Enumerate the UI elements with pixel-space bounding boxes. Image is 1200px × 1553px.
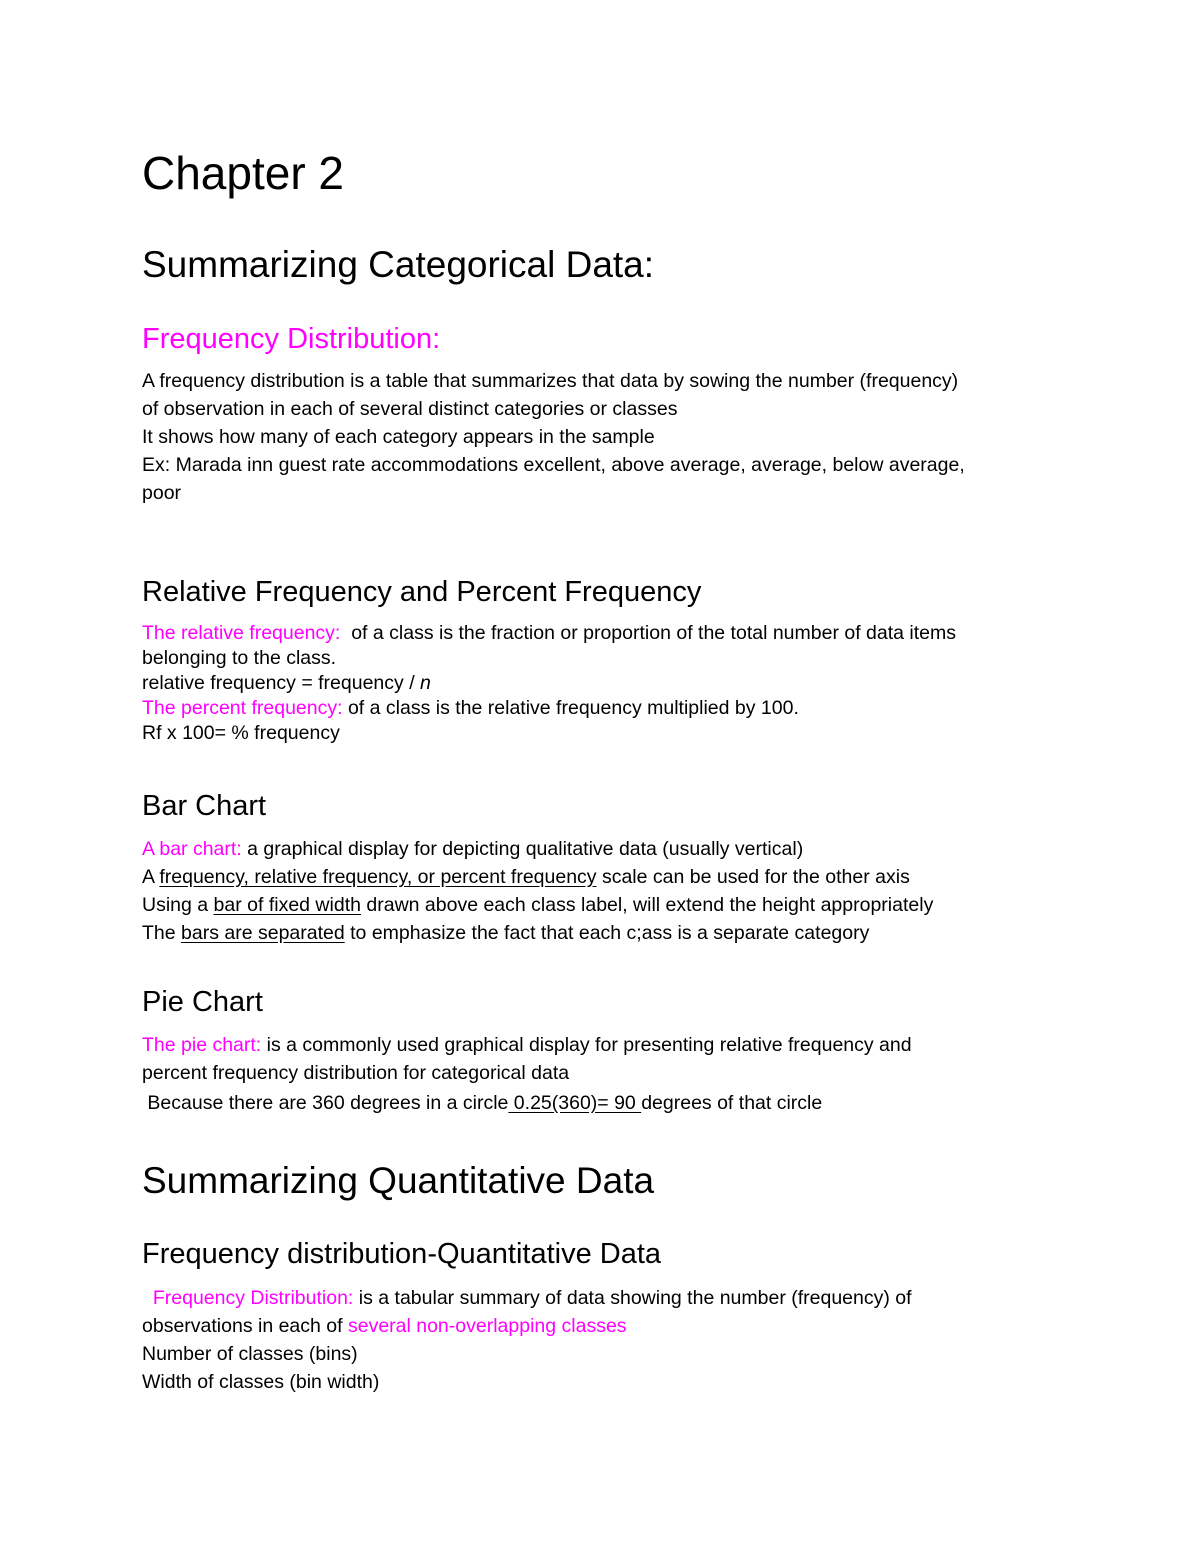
pf-formula: Rf x 100= % frequency [142,722,340,744]
relative-frequency-heading: Relative Frequency and Percent Frequency [142,576,702,608]
bar-line-2-a: A [142,866,160,888]
pf-term: The percent frequency: [142,697,343,719]
fdq-line-2-a: observations in each of [142,1315,348,1337]
fd-line-2: of observation in each of several distinct categories or classes [142,398,678,420]
frequency-distribution-heading: Frequency Distribution: [142,323,441,355]
pie-chart-heading: Pie Chart [142,986,263,1018]
rf-term: The relative frequency: [142,622,341,644]
bar-line-2 [142,863,933,891]
fdq-line-3: Number of classes (bins) [142,1343,358,1365]
pie-chart-text [142,1031,912,1117]
bar-definition: a graphical display for depicting qualitative data (usually vertical) [241,838,804,860]
pf-definition: of a class is the relative frequency multiplied by 100. [342,697,799,719]
rf-formula-n: n [420,672,431,694]
fdq-line-2 [142,1312,912,1340]
fd-line-5: poor [142,482,182,504]
pie-line-2: percent frequency distribution for categorical data [142,1062,570,1084]
relative-frequency-text [142,621,956,746]
fdq-line-1 [142,1284,912,1312]
bar-line-4 [142,919,933,947]
rf-line-2: belonging to the class. [142,647,337,669]
fdq-line-4: Width of classes (bin width) [142,1371,380,1393]
bar-chart-heading: Bar Chart [142,790,267,822]
rf-definition: of a class is the fraction or proportion of the total number of data items [340,622,957,644]
chapter-title: Chapter 2 [142,147,345,199]
bar-line-3 [142,891,933,919]
quantitative-heading: Summarizing Quantitative Data [142,1160,655,1201]
fdq-text [142,1284,912,1396]
pie-line-3-underlined: 0.25(360)= 90 [508,1092,642,1114]
fdq-term: Frequency Distribution: [152,1287,354,1309]
categorical-heading: Summarizing Categorical Data: [142,244,655,285]
bar-line-3-b: drawn above each class label, will extend the height appropriately [360,894,934,916]
fd-line-3: It shows how many of each category appears in the sample [142,426,655,448]
fd-line-1: A frequency distribution is a table that summarizes that data by sowing the number (frequency) [142,370,959,392]
fdq-definition: is a tabular summary of data showing the number (frequency) of [353,1287,912,1309]
pie-definition: is a commonly used graphical display for presenting relative frequency and [261,1034,912,1056]
bar-line-4-underlined: bars are separated [181,922,345,944]
fdq-heading: Frequency distribution-Quantitative Data [142,1238,662,1270]
pie-line-1 [142,1031,912,1059]
pie-line-3-b: degrees of that circle [641,1092,823,1114]
bar-line-4-a: The [142,922,182,944]
frequency-distribution-text [142,367,965,507]
bar-chart-text [142,835,933,947]
rf-line-1 [142,621,956,646]
rf-formula [142,671,956,696]
pf-line [142,696,956,721]
bar-line-4-b: to emphasize the fact that each c;ass is a separate category [344,922,870,944]
fdq-line-2-highlight: several non-overlapping classes [347,1315,627,1337]
bar-term: A bar chart: [142,838,242,860]
bar-line-3-a: Using a [142,894,214,916]
pie-line-3-a: Because there are 360 degrees in a circle [142,1092,509,1114]
bar-line-3-underlined: bar of fixed width [213,894,361,916]
fd-line-4: Ex: Marada inn guest rate accommodations excellent, above average, average, below average, [142,454,965,476]
pie-term: The pie chart: [142,1034,262,1056]
bar-line-1 [142,835,933,863]
fdq-lead [142,1287,153,1309]
rf-formula-text: relative frequency = frequency / [142,672,421,694]
bar-line-2-b: scale can be used for the other axis [596,866,910,888]
pie-line-3 [142,1089,912,1117]
bar-line-2-underlined: frequency, relative frequency, or percent frequency [159,866,597,888]
